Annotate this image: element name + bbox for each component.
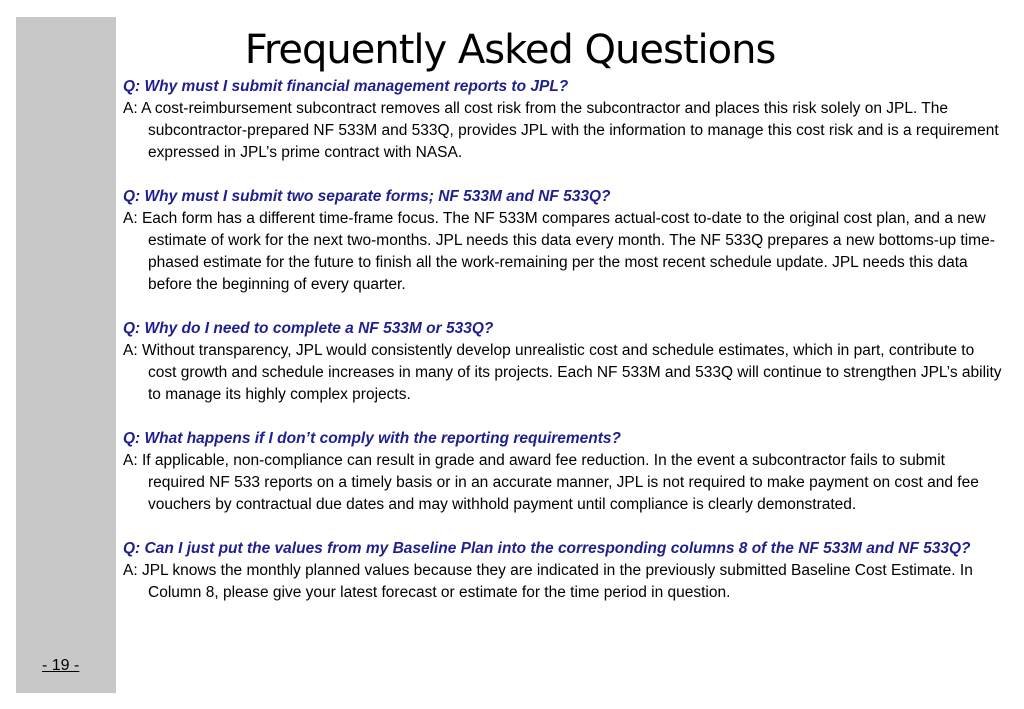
faq-question: Q: Why must I submit financial management reports to JPL? [123,78,569,95]
page-title: Frequently Asked Questions [244,27,776,73]
faq-question: Q: What happens if I don’t comply with the reporting requirements? [123,430,622,447]
faq-answer: A: JPL knows the monthly planned values because they are indicated in the previously submitted Baseline Cost Estimate. In Column 8, please give your latest forecast or estimate for the time period in question. [123,562,973,601]
faq-question: Q: Why do I need to complete a NF 533M or 533Q? [123,320,494,337]
faq-answer: A: A cost-reimbursement subcontract removes all cost risk from the subcontractor and places this risk solely on JPL. The subcontractor-prepared NF 533M and 533Q, provides JPL with the information to manage this cost risk and is a requirement expressed in JPL’s prime contract with NASA. [123,100,999,161]
faq-answer: A: If applicable, non-compliance can result in grade and award fee reduction. In the event a subcontractor fails to submit required NF 533 reports on a timely basis or in an accurate manner, JPL is not required to make payment on cost and fee vouchers by contractual due dates and may withhold payment until compliance is clearly demonstrated. [123,452,979,513]
page-number: - 19 - [42,657,80,674]
faq-answer: A: Without transparency, JPL would consistently develop unrealistic cost and schedule estimates, which in part, contribute to cost growth and schedule increases in many of its projects. Each NF 533M and 533Q will continue to strengthen JPL’s ability to manage its highly complex projects. [123,342,1002,403]
faq-list [123,76,1003,626]
faq-question: Q: Why must I submit two separate forms; NF 533M and NF 533Q? [123,188,611,205]
faq-item [123,76,1003,164]
faq-question: Q: Can I just put the values from my Baseline Plan into the corresponding columns 8 of the NF 533M and NF 533Q? [123,540,971,557]
faq-answer: A: Each form has a different time-frame focus. The NF 533M compares actual-cost to-date to the original cost plan, and a new estimate of work for the next two-months. JPL needs this data every month. The NF 533Q prepares a new bottoms-up time-phased estimate for the future to finish all the work-remaining per the most recent schedule update. JPL needs this data before the beginning of every quarter. [123,210,995,293]
faq-item [123,186,1003,296]
sidebar-panel [16,17,116,693]
faq-item [123,538,1003,604]
faq-item [123,428,1003,516]
faq-item [123,318,1003,406]
